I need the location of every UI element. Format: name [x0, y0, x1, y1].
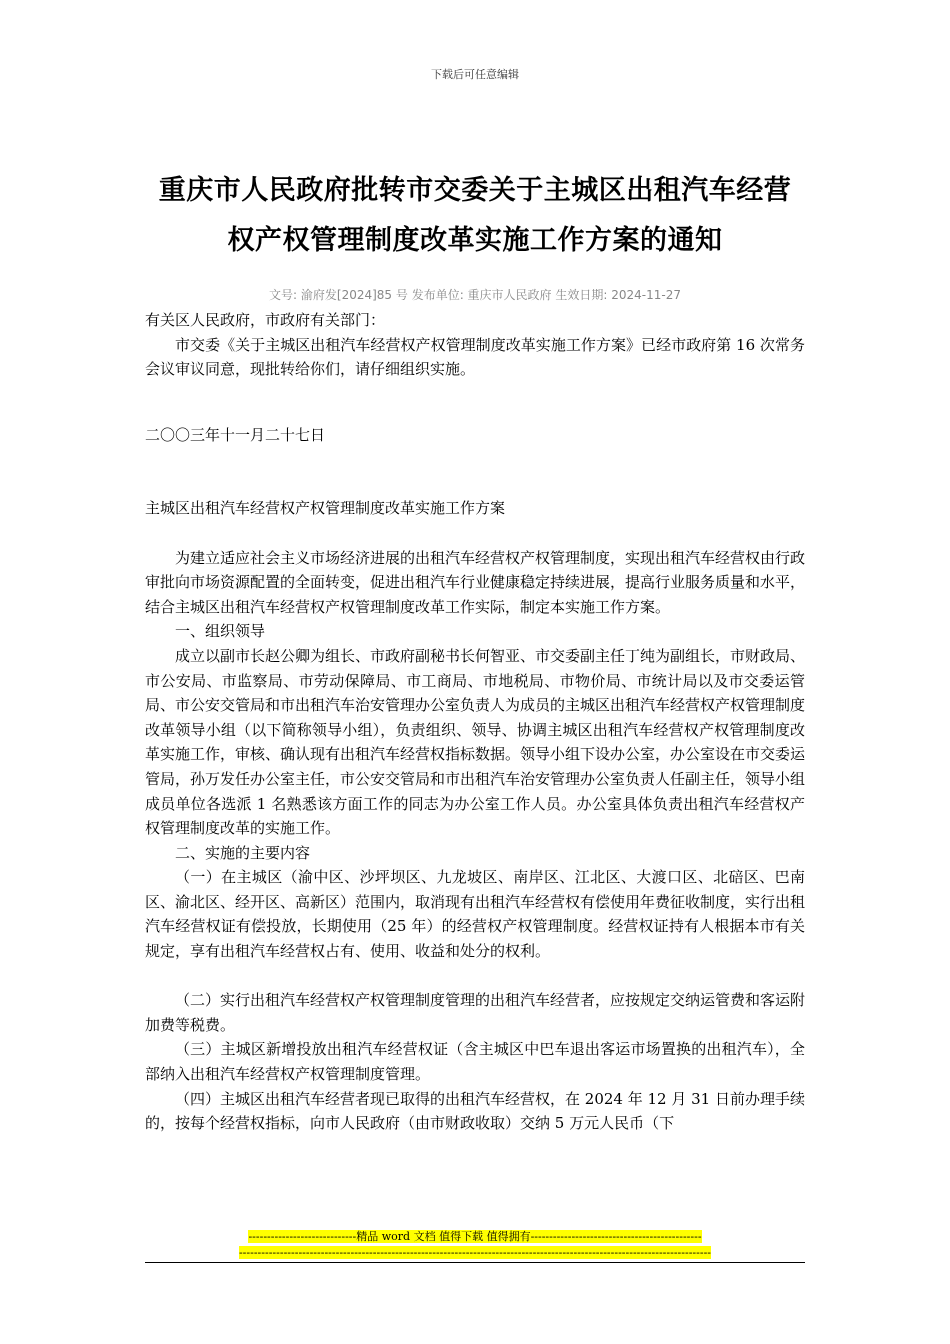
salutation: 有关区人民政府，市政府有关部门： [145, 311, 386, 329]
footer-banner [0, 1229, 950, 1261]
paragraph-item-1: （一）在主城区（渝中区、沙坪坝区、九龙坡区、南岸区、江北区、大渡口区、北碚区、巴南区、渝北区、经开区、高新区）范围内，取消现有出租汽车经营权有偿使用年费征收制度，实行出租汽车经营权证有偿投放，长期使用（25 年）的经营权产权管理制度。经营权证持有人根据本市有关规定，享有出租汽车经营权占有、使用、收益和处分的权利。 [145, 868, 806, 961]
paragraph-purpose: 为建立适应社会主义市场经济进展的出租汽车经营权产权管理制度，实现出租汽车经营权由行政审批向市场资源配置的全面转变，促进出租汽车行业健康稳定持续进展，提高行业服务质量和水平，结合主城区出租汽车经营权产权管理制度改革工作实际，制定本实施工作方案。 [145, 548, 806, 616]
paragraph-item-3: （三）主城区新增投放出租汽车经营权证（含主城区中巴车退出客运市场置换的出租汽车），全部纳入出租汽车经营权产权管理制度管理。 [145, 1040, 805, 1084]
footer-line-2: ------------------------------------------------------------------------------------------------------------------------------- [238, 1246, 712, 1259]
plan-title: 主城区出租汽车经营权产权管理制度改革实施工作方案 [145, 499, 506, 518]
intro-paragraph: 市交委《关于主城区出租汽车经营权产权管理制度改革实施工作方案》已经市政府第 16 次常务会议审议同意，现批转给你们，请仔细组织实施。 [145, 335, 805, 379]
paragraph-item-2: （二）实行出租汽车经营权产权管理制度管理的出租汽车经营者，应按规定交纳运管费和客运附加费等税费。 [145, 991, 806, 1034]
document-meta: 文号: 渝府发[2024]85 号 发布单位: 重庆市人民政府 生效日期: 2024-11-27 [269, 288, 681, 302]
footer-line-1: -----------------------------精品 word 文档 值得下载 值得拥有---------------------------------------------- [248, 1230, 702, 1243]
header-note: 下载后可任意编辑 [431, 68, 519, 81]
title-line-2: 权产权管理制度改革实施工作方案的通知 [227, 225, 723, 256]
section-heading-1: 一、组织领导 [175, 622, 266, 641]
paragraph-item-4: （四）主城区出租汽车经营者现已取得的出租汽车经营权，在 2024 年 12 月 31 日前办理手续的，按每个经营权指标，向市人民政府（由市财政收取）交纳 5 万元人民币（下 [145, 1089, 805, 1133]
document-title [100, 166, 850, 266]
issue-date: 二〇〇三年十一月二十七日 [145, 425, 326, 444]
paragraph-organization: 成立以副市长赵公卿为组长、市政府副秘书长何智亚、市交委副主任丁纯为副组长，市财政局、市公安局、市监察局、市劳动保障局、市工商局、市地税局、市物价局、市统计局以及市交委运管局、市公安交管局和市出租汽车治安管理办公室负责人为成员的主城区出租汽车经营权产权管理制度改革领导小组（以下简称领导小组），负责组织、领导、协调主城区出租汽车经营权产权管理制度改革实施工作，审核、确认现有出租汽车经营权指标数据。领导小组下设办公室，办公室设在市交委运管局，孙万发任办公室主任，市公安交管局和市出租汽车治安管理办公室负责人任副主任，领导小组成员单位各选派 1 名熟悉该方面工作的同志为办公室工作人员。办公室具体负责出租汽车经营权产权管理制度改革的实施工作。 [145, 646, 806, 838]
title-line-1: 重庆市人民政府批转市交委关于主城区出租汽车经营 [158, 175, 792, 206]
footer-rule [145, 1262, 805, 1263]
section-heading-2: 二、实施的主要内容 [175, 843, 311, 862]
document-body [145, 308, 805, 1136]
